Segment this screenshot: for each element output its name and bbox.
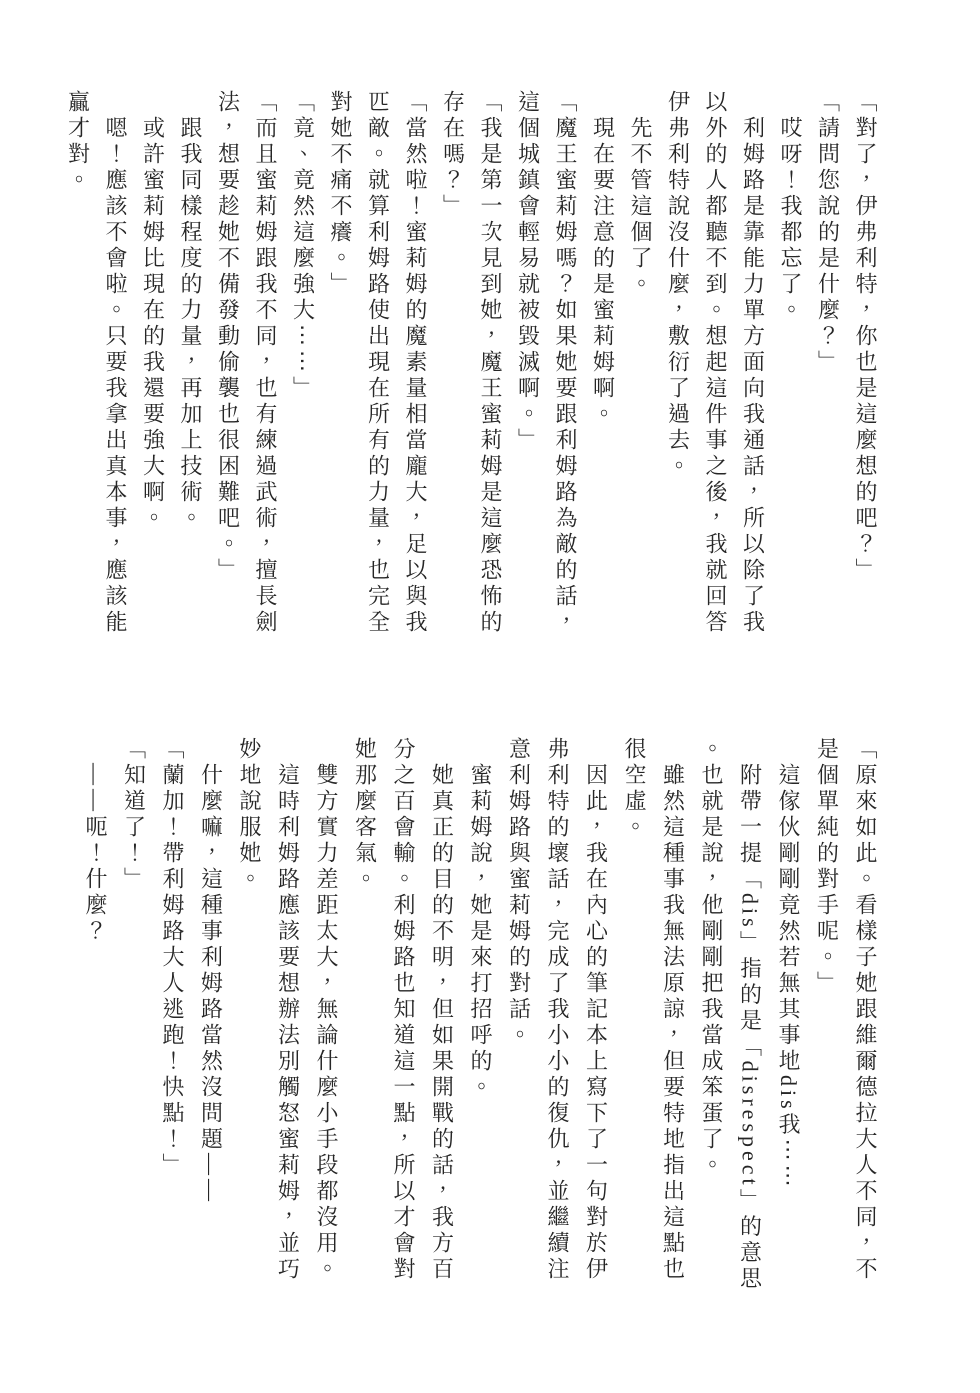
text-column: 法，想要趁她不備發動偷襲也很困難吧。」 [215,90,241,584]
text-column: 匹敵。就算利姆路使出現在所有的力量，也完全 [365,90,391,636]
text-column: 存在嗎？」 [440,90,466,220]
text-column: 「當然啦！蜜莉姆的魔素量相當龐大，足以與我 [403,90,428,636]
text-column: 這傢伙剛剛竟然若無其事地dis我⋯⋯ [776,737,801,1191]
text-column: 分之百會輸。利姆路也知道這一點，所以才會對 [391,737,416,1283]
text-column: 因此，我在內心的筆記本上寫下了一句對於伊 [583,737,609,1283]
text-column: 現在要注意的是蜜莉姆啊。 [590,90,616,428]
text-column: 先不管這個了。 [628,90,653,298]
bottom-text-block [76,737,885,1293]
text-column: 蜜莉姆說，她是來打招呼的。 [468,737,493,1101]
text-column: 哎呀！我都忘了。 [778,90,803,324]
text-column: 妙地說服她。 [237,737,262,893]
text-column: 雖然這種事我無法原諒，但要特地指出這點也 [660,737,686,1283]
text-column: 「而且蜜莉姆跟我不同，也有練過武術，擅長劍 [253,90,278,636]
text-column: 伊弗利特說沒什麼，敷衍了過去。 [665,90,691,480]
text-column: 「對了，伊弗利特，你也是這麼想的吧？」 [853,90,878,584]
text-column: 「魔王蜜莉姆嗎？如果她要跟利姆路為敵的話， [553,90,578,636]
text-column: 跟我同樣程度的力量，再加上技術。 [178,90,203,532]
text-column: 「竟、竟然這麼強大⋯⋯」 [290,90,316,402]
text-column: ——呃！什麼？ [83,737,108,945]
text-column: 或許蜜莉姆比現在的我還要強大啊。 [140,90,166,532]
text-column: 她那麼客氣。 [352,737,378,893]
text-column: 「我是第一次見到她，魔王蜜莉姆是這麼恐怖的 [478,90,503,636]
text-column: 這個城鎮會輕易就被毀滅啊。」 [515,90,541,454]
text-column: 對她不痛不癢。」 [328,90,353,298]
text-column: 利姆路是靠能力單方面向我通話，所以除了我 [740,90,766,636]
text-column: 是個單純的對手呢。」 [814,737,840,997]
text-column: 附帶一提「dis」指的是「disrespect」的意思 [737,737,763,1293]
text-column: 。也就是說，他剛剛把我當成笨蛋了。 [699,737,724,1179]
text-column: 以外的人都聽不到。想起這件事之後，我就回答 [703,90,728,636]
text-column: 贏才對。 [65,90,91,194]
text-column: 「原來如此。看樣子她跟維爾德拉大人不同，不 [853,737,878,1283]
text-column: 「蘭加！帶利姆路大人逃跑！快點！」 [160,737,185,1179]
text-column: 弗利特的壞話，完成了我小小的復仇，並繼續注 [545,737,570,1283]
text-column: 很空虛。 [622,737,647,841]
text-column: 她真正的目的不明，但如果開戰的話，我方百 [429,737,455,1283]
text-column: 「知道了！」 [121,737,147,893]
text-column: 什麼嘛，這種事利姆路當然沒問題—— [198,737,224,1205]
top-text-block [59,90,884,642]
text-column: 「請問您說的是什麼？」 [815,90,841,376]
text-column: 嗯！應該不會啦。只要我拿出真本事，應該能 [103,90,128,636]
text-column: 雙方實力差距太大，無論什麼小手段都沒用。 [314,737,339,1283]
text-column: 意利姆路與蜜莉姆的對話。 [506,737,532,1049]
text-column: 這時利姆路應該要想辦法別觸怒蜜莉姆，並巧 [275,737,301,1283]
